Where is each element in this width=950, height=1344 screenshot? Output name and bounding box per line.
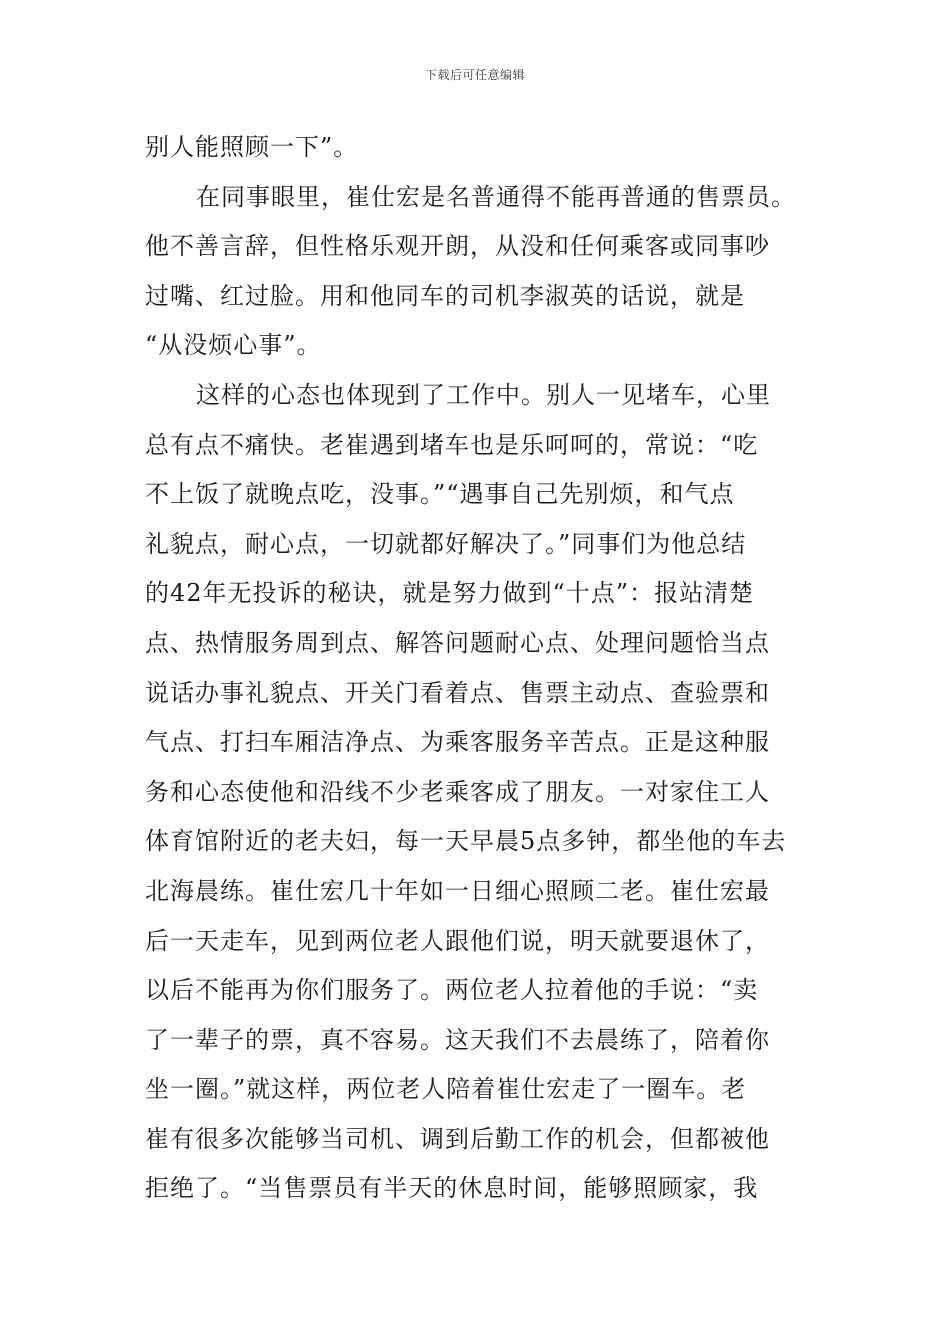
text-line: 崔有很多次能够当司机、调到后勤工作的机会，但都被他 xyxy=(145,1124,770,1153)
text-line: 坐一圈。”就这样，两位老人陪着崔仕宏走了一圈车。老 xyxy=(145,1075,747,1104)
text-line: 体育馆附近的老夫妇，每一天早晨5点多钟，都坐他的车去 xyxy=(145,827,787,856)
text-line: 的42年无投诉的秘诀，就是努力做到“十点”：报站清楚 xyxy=(145,579,755,608)
text-line: 以后不能再为你们服务了。两位老人拉着他的手说：“卖 xyxy=(145,976,759,1005)
text-line: 别人能照顾一下”。 xyxy=(145,133,359,161)
text-line: 过嘴、红过脸。用和他同车的司机李淑英的话说，就是 xyxy=(145,281,745,310)
text-line: 气点、打扫车厢洁净点、为乘客服务辛苦点。正是这种服 xyxy=(145,728,770,757)
text-line: 点、热情服务周到点、解答问题耐心点、处理问题恰当点 xyxy=(145,628,770,657)
text-line: 他不善言辞，但性格乐观开朗，从没和任何乘客或同事吵 xyxy=(145,232,770,261)
text-line: 了一辈子的票，真不容易。这天我们不去晨练了，陪着你 xyxy=(145,1025,770,1054)
text-line: “从没烦心事”。 xyxy=(145,331,322,360)
text-line: 在同事眼里，崔仕宏是名普通得不能再普通的售票员。 xyxy=(196,182,796,211)
text-line: 这样的心态也体现到了工作中。别人一见堵车，心里 xyxy=(196,380,771,409)
text-line: 后一天走车，见到两位老人跟他们说，明天就要退休了， xyxy=(145,926,770,955)
text-line: 总有点不痛快。老崔遇到堵车也是乐呵呵的，常说：“吃 xyxy=(145,430,759,459)
text-line: 说话办事礼貌点、开关门看着点、售票主动点、查验票和 xyxy=(145,678,770,707)
page-header: 下载后可任意编辑 xyxy=(424,68,525,82)
text-line: 务和心态使他和沿线不少老乘客成了朋友。一对家住工人 xyxy=(145,777,770,806)
text-line: 礼貌点，耐心点，一切就都好解决了。”同事们为他总结 xyxy=(145,529,747,558)
document-body xyxy=(145,123,815,1214)
text-line: 拒绝了。“当售票员有半天的休息时间，能够照顾家，我 xyxy=(145,1174,759,1203)
text-line: 不上饭了就晚点吃，没事。”“遇事自己先别烦，和气点 xyxy=(145,480,735,509)
text-line: 北海晨练。崔仕宏几十年如一日细心照顾二老。崔仕宏最 xyxy=(145,876,770,905)
